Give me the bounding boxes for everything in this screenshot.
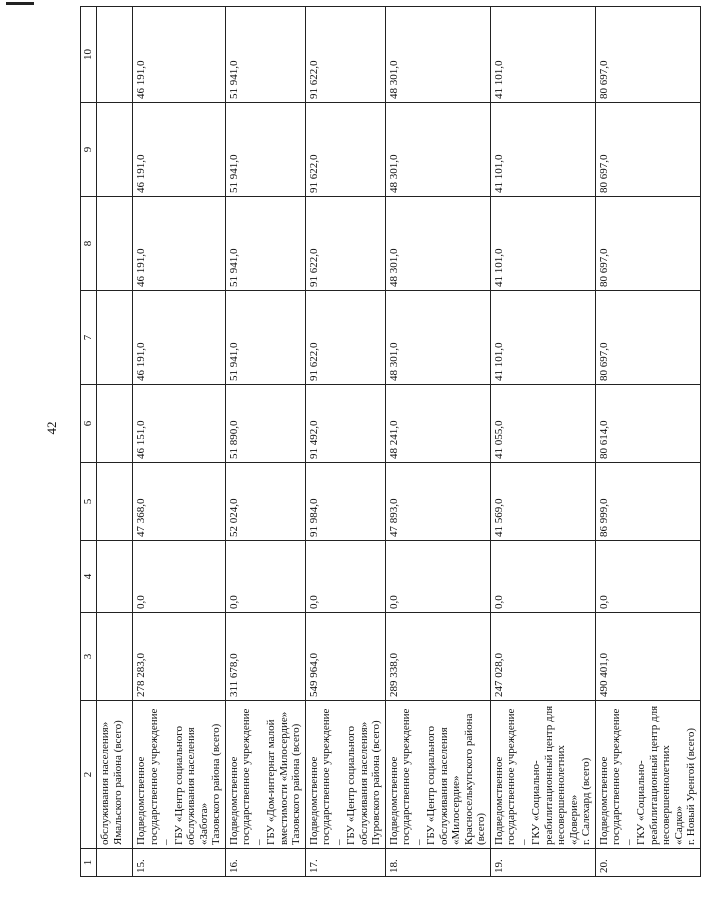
row-number-cell xyxy=(97,849,133,877)
budget-table-container xyxy=(80,7,697,877)
institution-name-line: Пуровского района (всего) xyxy=(370,720,382,845)
row-number-cell: 17. xyxy=(305,849,385,877)
value-cell: 51 941,0 xyxy=(225,291,305,385)
value-cell: 0,0 xyxy=(490,541,595,613)
row-number-cell: 19. xyxy=(490,849,595,877)
value-cell: 91 492,0 xyxy=(305,385,385,463)
column-header: 6 xyxy=(81,385,97,463)
scan-edge-mark xyxy=(6,2,34,5)
value-cell: 41 055,0 xyxy=(490,385,595,463)
institution-name-line: Ямальского района (всего) xyxy=(111,720,124,845)
column-header: 3 xyxy=(81,613,97,701)
value-cell: 51 890,0 xyxy=(225,385,305,463)
institution-name-cell xyxy=(97,701,133,849)
institution-name-line: Тазовского района (всего) xyxy=(290,723,302,845)
value-cell xyxy=(97,7,133,103)
institution-name-line: Тазовского района (всего) xyxy=(210,723,222,845)
value-cell: 51 941,0 xyxy=(225,197,305,291)
value-cell: 47 893,0 xyxy=(385,463,490,541)
institution-name-cell xyxy=(305,701,385,849)
value-cell xyxy=(97,613,133,701)
institution-name-line: «Милосердие» xyxy=(450,775,462,845)
value-cell xyxy=(97,291,133,385)
value-cell: 47 368,0 xyxy=(133,463,226,541)
institution-name-line: несовершеннолетних «Садко» xyxy=(660,745,685,845)
institution-name-cell xyxy=(385,701,490,849)
column-header: 9 xyxy=(81,103,97,197)
value-cell: 247 028,0 xyxy=(490,613,595,701)
page-number: 42 xyxy=(44,421,59,435)
value-cell: 46 191,0 xyxy=(133,291,226,385)
value-cell: 46 191,0 xyxy=(133,7,226,103)
institution-name-line: Подведомственное xyxy=(387,756,400,845)
value-cell: 311 678,0 xyxy=(225,613,305,701)
value-cell: 48 301,0 xyxy=(385,103,490,197)
institution-name-line: Подведомственное xyxy=(307,756,320,845)
value-cell: 46 191,0 xyxy=(133,103,226,197)
row-number-cell: 15. xyxy=(133,849,226,877)
value-cell: 91 622,0 xyxy=(305,103,385,197)
institution-name-line: обслуживания населения «Забота» xyxy=(185,727,210,845)
institution-name-cell xyxy=(490,701,595,849)
column-header: 8 xyxy=(81,197,97,291)
institution-name-line: Подведомственное xyxy=(135,756,147,845)
column-number-row xyxy=(81,7,97,877)
value-cell: 289 338,0 xyxy=(385,613,490,701)
institution-name-line: несовершеннолетних «Доверие» xyxy=(555,745,580,845)
column-header: 1 xyxy=(81,849,97,877)
institution-name-line: обслуживания населения» xyxy=(99,721,111,845)
value-cell: 41 101,0 xyxy=(490,197,595,291)
value-cell: 0,0 xyxy=(305,541,385,613)
value-cell: 490 401,0 xyxy=(595,613,700,701)
table-row xyxy=(133,7,226,877)
value-cell: 41 101,0 xyxy=(490,291,595,385)
institution-name-line: вместимости «Милосердие» xyxy=(277,711,290,845)
column-header: 4 xyxy=(81,541,97,613)
institution-name-line: Подведомственное xyxy=(227,756,240,845)
value-cell xyxy=(97,385,133,463)
row-number-cell: 18. xyxy=(385,849,490,877)
value-cell: 80 697,0 xyxy=(595,291,700,385)
institution-name-line: государственное учреждение – xyxy=(147,708,172,845)
value-cell: 46 191,0 xyxy=(133,197,226,291)
institution-name-line: обслуживания населения» xyxy=(357,721,370,845)
value-cell: 91 622,0 xyxy=(305,291,385,385)
institution-name-line: ГБУ «Центр социального xyxy=(345,726,357,845)
institution-name-line: Подведомственное xyxy=(492,756,505,845)
institution-name-line: государственное учреждение – xyxy=(400,708,425,845)
column-header: 2 xyxy=(81,701,97,849)
institution-name-line: Красноселькупского района xyxy=(462,713,475,845)
row-number-cell: 20. xyxy=(595,849,700,877)
value-cell xyxy=(97,103,133,197)
institution-name-cell xyxy=(595,701,700,849)
value-cell xyxy=(97,197,133,291)
value-cell xyxy=(97,463,133,541)
value-cell: 91 622,0 xyxy=(305,7,385,103)
table-row xyxy=(305,7,385,877)
table-row xyxy=(595,7,700,877)
value-cell: 48 301,0 xyxy=(385,197,490,291)
row-number-cell: 16. xyxy=(225,849,305,877)
value-cell: 52 024,0 xyxy=(225,463,305,541)
column-header: 5 xyxy=(81,463,97,541)
institution-name-line: г. Салехард (всего) xyxy=(580,757,592,845)
institution-name-line: ГКУ «Социально- xyxy=(635,760,647,845)
value-cell: 48 301,0 xyxy=(385,291,490,385)
institution-name-line: г. Новый Уренгой (всего) xyxy=(685,728,697,845)
value-cell: 80 697,0 xyxy=(595,103,700,197)
value-cell: 549 964,0 xyxy=(305,613,385,701)
institution-name-line: государственное учреждение – xyxy=(505,708,530,845)
value-cell: 0,0 xyxy=(385,541,490,613)
value-cell: 51 941,0 xyxy=(225,103,305,197)
value-cell: 48 241,0 xyxy=(385,385,490,463)
column-header: 10 xyxy=(81,7,97,103)
value-cell: 48 301,0 xyxy=(385,7,490,103)
institution-name-line: ГКУ «Социально- xyxy=(530,760,542,845)
value-cell: 86 999,0 xyxy=(595,463,700,541)
value-cell: 51 941,0 xyxy=(225,7,305,103)
value-cell: 91 622,0 xyxy=(305,197,385,291)
table-row xyxy=(385,7,490,877)
table-row-continuation xyxy=(97,7,133,877)
value-cell: 0,0 xyxy=(595,541,700,613)
institution-name-line: реабилитационный центр для xyxy=(647,705,660,845)
institution-name-cell xyxy=(133,701,226,849)
institution-name-line: государственное учреждение – xyxy=(240,708,265,845)
institution-name-line: ГБУ «Центр социального xyxy=(425,726,437,845)
table-row xyxy=(490,7,595,877)
value-cell: 80 697,0 xyxy=(595,7,700,103)
value-cell: 41 101,0 xyxy=(490,7,595,103)
institution-name-line: Подведомственное xyxy=(597,756,610,845)
value-cell: 0,0 xyxy=(225,541,305,613)
value-cell: 80 697,0 xyxy=(595,197,700,291)
value-cell: 0,0 xyxy=(133,541,226,613)
value-cell: 41 101,0 xyxy=(490,103,595,197)
value-cell xyxy=(97,541,133,613)
institution-name-line: (всего) xyxy=(475,812,487,845)
column-header: 7 xyxy=(81,291,97,385)
table-row xyxy=(225,7,305,877)
institution-name-line: государственное учреждение – xyxy=(320,708,345,845)
value-cell: 41 569,0 xyxy=(490,463,595,541)
value-cell: 278 283,0 xyxy=(133,613,226,701)
institution-name-cell xyxy=(225,701,305,849)
institution-name-line: государственное учреждение – xyxy=(610,708,635,845)
institution-name-line: реабилитационный центр для xyxy=(542,705,555,845)
value-cell: 46 151,0 xyxy=(133,385,226,463)
budget-table xyxy=(80,6,701,877)
institution-name-line: обслуживания населения xyxy=(437,727,450,845)
value-cell: 91 984,0 xyxy=(305,463,385,541)
value-cell: 80 614,0 xyxy=(595,385,700,463)
institution-name-line: ГБУ «Центр социального xyxy=(172,726,185,845)
institution-name-line: ГБУ «Дом-интернат малой xyxy=(265,719,277,845)
